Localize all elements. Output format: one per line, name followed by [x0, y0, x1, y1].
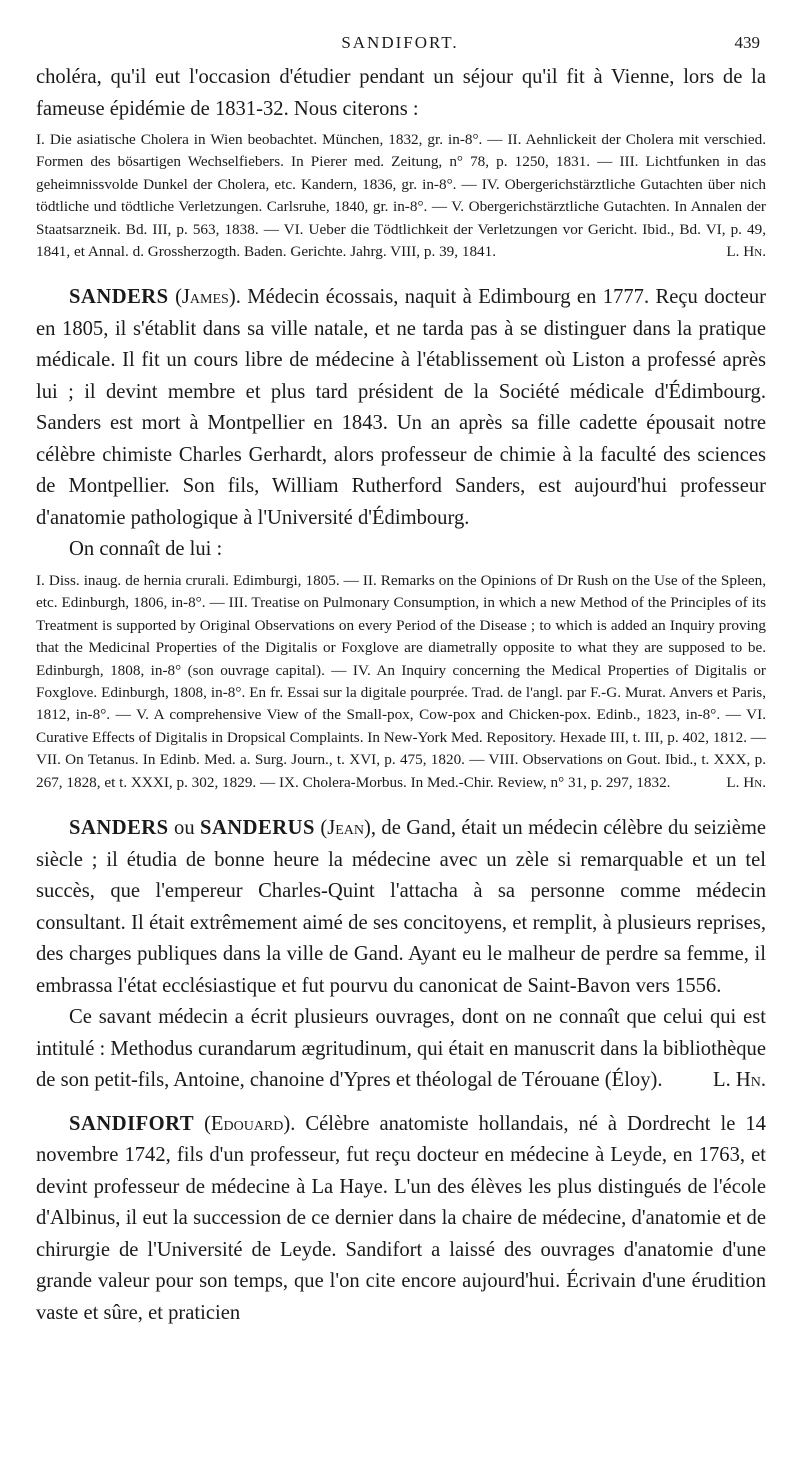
- author-signature: L. Hn.: [712, 1069, 766, 1091]
- list-intro: On connaît de lui :: [69, 538, 223, 561]
- entry-sandifort: [36, 1109, 766, 1330]
- entry-sanders-james: [36, 282, 766, 534]
- entry-text: de Gand, était un médecin célèbre du seizième siècle ; il étudia de bonne heure la médecine avec un zèle si remarquable et un tel succès, que l'empereur Charles-Quint l'attacha à sa personne comme médecin consultant. Il était extrêmement aimé de ses concitoyens, et remplit, à plusieurs reprises, des charges publiques dans la ville de Gand. Ayant eu le malheur de perdre sa femme, il embrassa l'état ecclésiastique et fut pourvu du canonicat de Saint-Bavon vers 1556.: [36, 817, 767, 997]
- entry-given-name: (Jean),: [320, 817, 377, 839]
- continued-paragraph: choléra, qu'il eut l'occasion d'étudier pendant un séjour qu'il fit à Vienne, lors de la fameuse épidémie de 1831-32. Nous citerons :: [36, 66, 766, 120]
- page-header: [0, 33, 800, 57]
- entry-text: Médecin écossais, naquit à Edimbourg en 1777. Reçu docteur en 1805, il s'établit dans sa ville natale, et ne tarda pas à se distinguer dans la pratique médicale. Il fit un cours libre de médecine à l'établissement où Liston a professé après lui ; il devint membre et plus tard président de la Société médicale d'Édimbourg. Sanders est mort à Montpellier en 1843. Un an après sa fille cadette épousait notre célèbre chimiste Charles Gerhardt, alors professeur de chimie à la faculté des sciences de Montpellier. Son fils, William Rutherford Sanders, est aujourd'hui professeur d'anatomie pathologique à l'Université d'Édimbourg.: [36, 286, 766, 529]
- entry-given-name: (Edouard).: [204, 1112, 296, 1135]
- running-title: SANDIFORT.: [341, 33, 459, 52]
- entry-headword-variant: SANDERUS: [199, 817, 315, 839]
- entry-text: Ce savant médecin a écrit plusieurs ouvrages, dont on ne connaît que celui qui est intitulé : Methodus curandarum ægritudinum, qui était en manuscrit dans la bibliothèque de son petit-fils, Antoine, chanoine d'Ypres et théologal de Térouane (Éloy).: [36, 1006, 766, 1091]
- entry-sanders-jean: [36, 813, 766, 1002]
- author-signature: L. Hn.: [726, 243, 766, 261]
- entry-headword: SANDERS: [69, 286, 169, 309]
- page-number: 439: [734, 33, 760, 52]
- bibliography-text: I. Die asiatische Cholera in Wien beobachtet. München, 1832, gr. in-8°. — II. Aehnlickeit der Cholera mit verschied. Formen des bösartigen Wechselfiebers. In Pierer med. Zeitung, n° 78, p. 1250, 1831. — III. Lichtfunken in das geheimnissvolde Dunkel der Cholera, etc. Kandern, 1836, gr. in-8°. — IV. Obergerichstärztliche Gutachten über nich tödtliche und tödtliche Verletzungen. Carlsruhe, 1840, gr. in-8°. — V. Obergerichstärztliche Gutachten. In Annalen der Staatsarzneik. Bd. III, p. 563, 1838. — VI. Ueber die Tödtlichkeit der Verletzungen vor Gericht. Ibid., Bd. VI, p. 49, 1841, et Annal. d. Grossherzogth. Baden. Gerichte. Jahrg. VIII, p. 39, 1841.: [36, 131, 766, 261]
- entry-text: Célèbre anatomiste hollandais, né à Dordrecht le 14 novembre 1742, fils d'un professeur, fut reçu docteur en médecine à Leyde, en 1763, et devint professeur de médecine à La Haye. L'un des élèves les plus distingués de l'école d'Albinus, il eut la succession de ce dernier dans la chaire de médecine, d'anatomie et de chirurgie de l'Université de Leyde. Sandifort a laissé des ouvrages d'anatomie d'une grande valeur pour son temps, que l'on cite encore aujourd'hui. Écrivain d'une érudition vaste et sûre, et praticien: [36, 1112, 766, 1324]
- bibliography-list: [36, 570, 766, 794]
- page-body: [36, 62, 766, 1329]
- bibliography-text: I. Diss. inaug. de hernia crurali. Edimburgi, 1805. — II. Remarks on the Opinions of Dr Rush on the Use of the Spleen, etc. Edinburgh, 1806, in-8°. — III. Treatise on Pulmonary Consumption, in which a new Method of the Principles of its Treatment is supported by Original Observations on every Period of the Disease ; to which is added an Inquiry proving that the Medicinal Properties of the Digitalis or Foxglove are diametrally opposite to what they are supposed to be. Edinburgh, 1808, in-8° (son ouvrage capital). — IV. An Inquiry concerning the Medical Properties of Digitalis or Foxglove. Edinburgh, 1808, in-8°. En fr. Essai sur la digitale pourprée. Trad. de l'angl. par F.-G. Murat. Anvers et Paris, 1812, in-8°. — V. A comprehensive View of the Small-pox, Cow-pox and Chicken-pox. Edinb., 1823, in-8°. — VI. Curative Effects of Digitalis in Dropsical Complaints. In New-York Med. Repository. Hexade III, t. III, p. 402, 1812. — VII. On Tetanus. In Edinb. Med. a. Surg. Journ., t. XVI, p. 475, 1820. — VIII. Observations on Gout. Ibid., t. XXX, p. 267, 1828, et t. XXXI, p. 302, 1829. — IX. Cholera-Morbus. In Med.-Chir. Review, n° 31, p. 297, 1832.: [36, 571, 766, 791]
- entry-conjunction: ou: [174, 817, 195, 839]
- entry-headword: SANDIFORT: [69, 1112, 195, 1135]
- author-signature: L. Hn.: [726, 773, 766, 791]
- bibliography-list: [36, 129, 766, 263]
- entry-headword: SANDERS: [69, 817, 169, 839]
- entry-given-name: (James).: [175, 286, 241, 309]
- entry-paragraph: [36, 1002, 766, 1097]
